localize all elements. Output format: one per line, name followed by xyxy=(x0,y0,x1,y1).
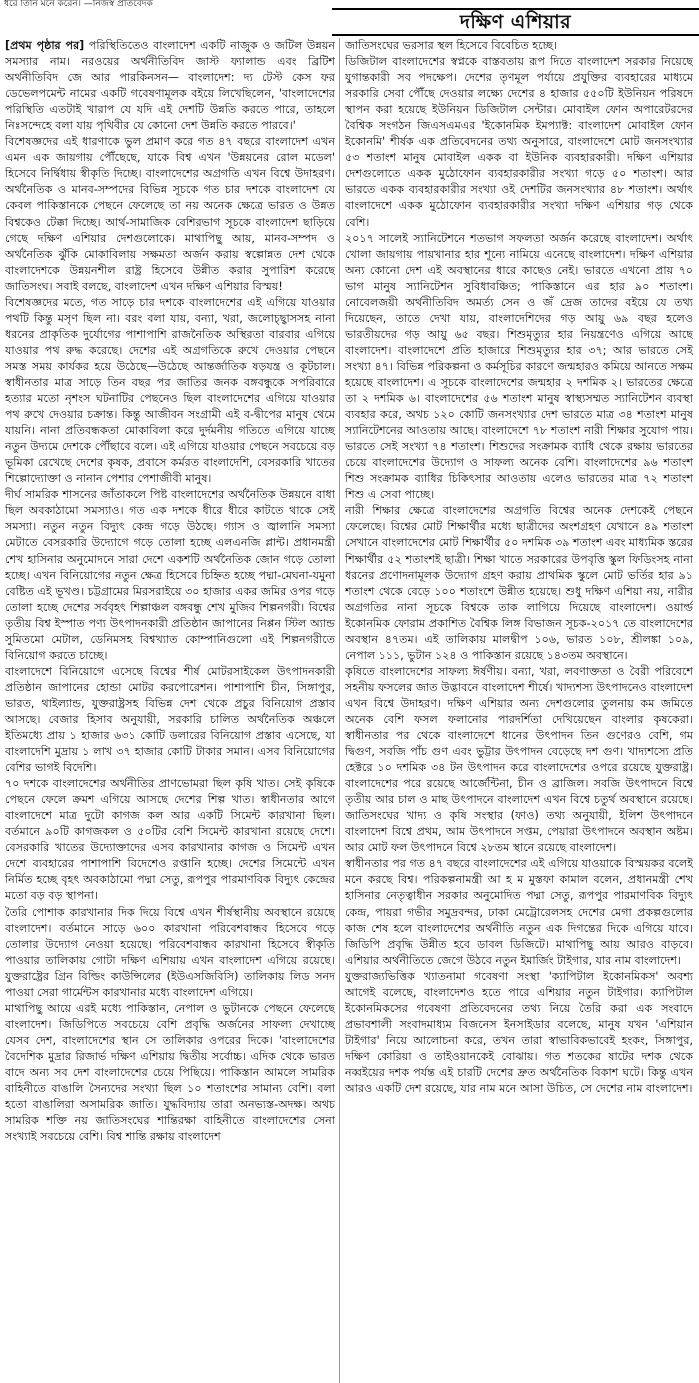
article-paragraph xyxy=(5,38,335,134)
article-paragraph: কৃষিতে বাংলাদেশের সাফল্য ঈর্ষণীয়। বন্যা, খরা, লবণাক্ততা ও বৈরী পরিবেশে সহনীয় ফসলের জাত উদ্ভাবনে বাংলাদেশ শীর্ষে। খাদ্যশস্য উৎপাদনেও বাংলাদেশ এখন বিশ্বে উদাহরণ। দক্ষিণ এশিয়ার অন্য দেশগুলোর তুলনায় কম জমিতে অনেক বেশি ফসল ফলানোর পারদর্শিতা দেখিয়েছেন বাংলার কৃষকেরা। স্বাধীনতার পর থেকে বাংলাদেশে ধানের উৎপাদন তিন গুণেরও বেশি, গম দ্বিগুণ, সবজি পাঁচ গুণ এবং ভুট্টার উৎপাদন বেড়েছে দশ গুণ। খাদ্যশস্যে প্রতি হেক্টরে ১০ দশমিক ৩৪ টন উৎপাদন করে বাংলাদেশের ওপরে রয়েছে যুক্তরাষ্ট্র। বাংলাদেশের পরে রয়েছে আর্জেন্টিনা, চীন ও ব্রাজিল। সবজি উৎপাদনে বিশ্বে তৃতীয় আর চাল ও মাছ উৎপাদনে বাংলাদেশ এখন বিশ্বে চতুর্থ অবস্থানে রয়েছে। জাতিসংঘের খাদ্য ও কৃষি সংস্থার (ফাও) তথ্য অনুযায়ী, ইলিশ উৎপাদনে বাংলাদেশ বিশ্বে প্রথম, আম উৎপাদনে সপ্তম, পেয়ারা উৎপাদনে অবস্থান অষ্টম। আর মোট ফল উৎপাদনে বিশ্বে ২৮তম স্থানে রয়েছে বাংলাদেশ। xyxy=(345,664,693,855)
section-header xyxy=(332,8,699,36)
article-paragraph: তৈরি পোশাক কারখানার দিক দিয়ে বিশ্বে এখন শীর্ষস্থানীয় অবস্থানে রয়েছে বাংলাদেশ। বর্তমানে সাড়ে ৬০০ কারখানা পরিবেশবান্ধব হিসেবে গড়ে তোলার উদ্যোগ নেওয়া হয়েছে। পরিবেশবান্ধব কারখানা হিসেবে স্বীকৃতি পাওয়ার তালিকায় গোটা দক্ষিণ এশিয়ায় এখন বাংলাদেশ এগিয়ে রয়েছে। যুক্তরাষ্ট্রের গ্রিন বিল্ডিং কাউন্সিলের (ইউএসজিবিসি) তালিকায় লিড সনদ পাওয়া সেরা গার্মেন্টস কারখানার মধ্যে বাংলাদেশ এগিয়ে। xyxy=(5,905,335,999)
previous-article-strip: ধরে তিনি মনে করেন। —নিজস্ব প্রতিবেদক xyxy=(4,0,153,9)
article-paragraph: দীর্ঘ সামরিক শাসনের জাঁতাকলে পিষ্ট বাংলাদেশের অর্থনৈতিক উন্নয়নে বাধা ছিল অবকাঠামো সমস্যাও। গত এক দশকে ধীরে ধীরে কাটতে থাকে সেই সমস্যা। নতুন নতুন বিদ্যুৎ কেন্দ্র গড়ে উঠছে। গ্যাস ও জ্বালানি সমস্যা মেটাতে বেসরকারি উদ্যোগে গড়ে তোলা হচ্ছে এলএনজি প্লান্ট। প্রধানমন্ত্রী শেখ হাসিনার অনুমোদনে সারা দেশে একশটি অর্থনৈতিক জোন গড়ে তোলা হচ্ছে। এখন বিনিয়োগের নতুন ক্ষেত্র হিসেবে চিহ্নিত হচ্ছে পদ্মা-মেঘনা-যমুনা বেষ্টিত এই ভূখণ্ড। চট্টগ্রামের মিরসরাইয়ে ৩০ হাজার একর জমির ওপর গড়ে তোলা হচ্ছে দেশের সর্ববৃহৎ শিল্পাঞ্চল বঙ্গবন্ধু শেখ মুজিব শিল্পনগরী। বিশ্বের তৃতীয় বিশ্ব ইস্পাত পণ্য উৎপাদনকারী প্রতিষ্ঠান জাপানের নিপ্পন স্টিল অ্যান্ড সুমিতমো মেটাল, ডেনিমসহ বিশ্বখ্যাত কোম্পানিগুলো এই শিল্পনগরীতে বিনিয়োগ করতে চাচ্ছে। xyxy=(5,488,335,662)
article-column-right xyxy=(345,38,693,1383)
article-paragraph: স্বাধীনতার পর গত ৪৭ বছরে বাংলাদেশের এই এগিয়ে যাওয়াকে বিস্ময়কর বলেই মনে করছে বিশ্ব। পরিকল্পনামন্ত্রী আ হ ম মুস্তফা কামাল বলেন, প্রধানমন্ত্রী শেখ হাসিনার নেতৃত্বাধীন সরকার অনুমোদিত পদ্মা সেতু, রূপপুর পারমাণবিক বিদ্যুৎ কেন্দ্র, পায়রা গভীর সমুদ্রবন্দর, ঢাকা মেট্রোরেলসহ দেশের মেগা প্রকল্পগুলোর কাজ শেষ হলে বাংলাদেশের অর্থনীতি নতুন এক দিগন্তের দিকে এগিয়ে যাবে। জিডিপি প্রবৃদ্ধি উন্নীত হবে ডাবল ডিজিটে। মাথাপিছু আয় আরও বাড়বে। এশিয়ার অর্থনীতিতে জেগে উঠবে নতুন ইমার্জিং টাইগার, যার নাম বাংলাদেশ। xyxy=(345,857,693,967)
section-title: দক্ষিণ এশিয়ার xyxy=(459,11,572,33)
article-paragraph: ডিজিটাল বাংলাদেশের স্বপ্নকে বাস্তবতায় রূপ দিতে বাংলাদেশ সরকার নিয়েছে যুগান্তকারী সব পদক্ষেপ। দেশের তৃণমূল পর্যায়ে প্রযুক্তির ব্যবহারের মাধ্যমে সরকারি সেবা পৌঁছে দেওয়ার লক্ষ্যে দেশের ৪ হাজার ৫৫০টি ইউনিয়ন পরিষদে স্থাপন করা হয়েছে ইউনিয়ন ডিজিটাল সেন্টার। মোবাইল ফোন অপারেটরদের বৈশ্বিক সংগঠন জিএসএমএর 'ইকোনমিক ইমপ্যাক্ট: বাংলাদেশ মোবাইল ফোন ইকোনমি' শীর্ষক এক প্রতিবেদনের তথ্য অনুসারে, বাংলাদেশে মোট জনসংখ্যার ৫৩ শতাংশ মানুষ মোবাইল একক বা ইউনিক ব্যবহারকারী। দক্ষিণ এশিয়ার দেশগুলোতে একক মুঠোফোন ব্যবহারকারীর সংখ্যা গড়ে ৫০ শতাংশ। আর ভারতে একক ব্যবহারকারীর সংখ্যা ওই দেশটির জনসংখ্যার ৪৮ শতাংশ। অর্থাৎ বাংলাদেশে একক মুঠোফোন ব্যবহারকারীর সংখ্যা দক্ষিণ এশিয়ার গড় থেকে বেশি। xyxy=(345,55,693,229)
article-paragraph: জাতিসংঘের ভরসার স্থল হিসেবে বিবেচিত হচ্ছে। xyxy=(345,39,558,52)
paragraph-text: পরিস্থিতিতেও বাংলাদেশ একটি নাজুক ও জটিল উন্নয়ন সমস্যার নাম। নরওয়ের অর্থনীতিবিদ জাস্ট ফ্যালান্ড এবং ব্রিটিশ অর্থনীতিবিদ জে আর পারকিনসন— বাংলাদেশ: দ্য টেস্ট কেস ফর ডেভেলপমেন্ট নামের একটি গবেষণামূলক বইয়ে লিখেছিলেন, 'বাংলাদেশের পরিস্থিতি এতটাই খারাপ যে যদি এই দেশটি উন্নতি করতে পারে, তাহলে নিঃসন্দেহে বলা যায় পৃথিবীর যে কোনো দেশ উন্নতি করতে পারবে।' xyxy=(5,39,335,133)
article-column-left xyxy=(5,38,335,1383)
article-paragraph: ৭০ দশকে বাংলাদেশের অর্থনীতির প্রাণভোমরা ছিল কৃষি খাত। সেই কৃষিকে পেছনে ফেলে ক্রমশ এগিয়ে আসছে দেশের শিল্প খাত। স্বাধীনতার আগে বাংলাদেশে মাত্র দুটো কাগজ কল আর একটি সিমেন্ট কারখানা ছিল। বর্তমানে ৯০টি কাগজকল ও ৫০টির বেশি সিমেন্ট কারখানা রয়েছে দেশে। বেসরকারি খাতের উদ্যোক্তাদের এসব কারখানার কাগজ ও সিমেন্ট এখন দেশে ব্যবহারের পাশাপাশি বিদেশেও রপ্তানি হচ্ছে। দেশের সিমেন্টে এখন নির্মিত হচ্ছে বৃহৎ অবকাঠামো পদ্মা সেতু, রূপপুর পারমাণবিক বিদ্যুৎ কেন্দ্রের মতো বড় বড় স্থাপনা। xyxy=(5,777,335,903)
continuation-tag: [প্রথম পৃষ্ঠার পর] xyxy=(5,39,85,52)
article-paragraph: বিশেষজ্ঞদের মতে, গত সাড়ে চার দশকে বাংলাদেশের এই এগিয়ে যাওয়ার পথটি কিন্তু মসৃণ ছিল না। বরং বলা যায়, বন্যা, খরা, জলোচ্ছ্বাসসহ নানা ধরনের প্রাকৃতিক দুর্যোগের পাশাপাশি রাজনৈতিক অস্থিরতা বারবার এগিয়ে যাওয়ার পথ রুদ্ধ করেছে। দেশের এই অগ্রগতিকে রুখে দেওয়ার পেছনে সমস্ত সময় কার্যকর হয়ে উঠেছে—উঠেছে আন্তর্জাতিক ষড়যন্ত্র ও কূটচাল। স্বাধীনতার মাত্র সাড়ে তিন বছর পর জাতির জনক বঙ্গবন্ধুকে সপরিবারে হত্যার মতো নৃশংস ঘটনাটির পেছনেও ছিল বাংলাদেশের এগিয়ে যাওয়ার পথ রুখে দেওয়ার চক্রান্ত। কিন্তু আজীবন সংগ্রামী এই ব-দ্বীপের মানুষ থেমে যায়নি। নানা প্রতিবন্ধকতা মোকাবিলা করে দুর্দমনীয় গতিতে এগিয়ে যাচ্ছে নতুন উদ্যমে দেশকে পৌঁছাবে বলে। এই এগিয়ে যাওয়ার পেছনে সবচেয়ে বড় ভূমিকা রেখেছে দেশের কৃষক, প্রবাসে কর্মরত বাংলাদেশি, বেসরকারি খাতের শিল্পোদ্যোক্তা ও নানান পেশার পেশাজীবী মানুষ। xyxy=(5,295,335,486)
article-paragraph: বিশেষজ্ঞদের এই ধারণাকে ভুল প্রমাণ করে গত ৪৭ বছরে বাংলাদেশ এখন এমন এক জায়গায় পৌঁছেছে, যাকে বিশ্ব এখন 'উন্নয়নের রোল মডেল' হিসেবে নির্দ্বিধায় স্বীকৃতি দিচ্ছে। বাংলাদেশের অগ্রগতি এখন বিশ্বে উদাহরণ। অর্থনৈতিক ও মানব-সম্পদের বিভিন্ন সূচকে গত চার দশকে বাংলাদেশ যে কেবল পাকিস্তানকে পেছনে ফেলেছে তা নয় অনেক ক্ষেত্রে ভারত ও উন্নত বিশ্বকেও টেক্কা দিচ্ছে। আর্থ-সামাজিক বেশিরভাগ সূচকে বাংলাদেশ ছাড়িয়ে গেছে দক্ষিণ এশিয়ার দেশগুলোকে। মাথাপিছু আয়, মানব-সম্পদ ও অর্থনৈতিক ঝুঁকি মোকাবিলায় সক্ষমতা অর্জন করায় স্বল্পোন্নত দেশ থেকে বাংলাদেশকে উন্নয়নশীল রাষ্ট্র হিসেবে উন্নীত করার সুপারিশ করেছে জাতিসংঘ। সবাই বলছে, বাংলাদেশ এখন দক্ষিণ এশিয়ার বিস্ময়! xyxy=(5,135,335,293)
article-paragraph: নারী শিক্ষার ক্ষেত্রে বাংলাদেশের অগ্রগতি বিশ্বের অনেক দেশকেই পেছনে ফেলেছে। বিশ্বের মোট শিক্ষার্থীর মধ্যে ছাত্রীদের অংশগ্রহণ যেখানে ৪৯ শতাংশ সেখানে বাংলাদেশের মোট শিক্ষার্থীর ৫০ দশমিক ৩৯ শতাংশ এবং মাধ্যমিক স্তরের শিক্ষার্থীর ৫২ শতাংশই ছাত্রী। শিক্ষা খাতে সরকারের উপবৃত্তি স্কুল ফিডিংসহ নানা ধরনের প্রণোদনামূলক উদ্যোগ গ্রহণ করায় প্রাথমিক স্কুলে মোট ভর্তির হার ৯১ শতাংশ থেকে বেড়ে ১০০ শতাংশে উন্নীত হয়েছে। শুধু দক্ষিণ এশিয়া নয়, নারীর অগ্রগতির নানা সূচকে বিশ্বকে তাক লাগিয়ে দিয়েছে বাংলাদেশ। ওয়ার্ল্ড ইকোনমিক ফোরাম প্রকাশিত বৈশ্বিক লিঙ্গ বিভাজন সূচক-২০১৭ তে বাংলাদেশের অবস্থান ৪৭তম। এই তালিকায় মালদ্বীপ ১০৬, ভারত ১০৮, শ্রীলঙ্কা ১০৯, নেপাল ১১১, ভুটান ১২৪ ও পাকিস্তান রয়েছে ১৪৩তম অবস্থানে। xyxy=(345,504,693,662)
article-paragraph: ২০১৭ সালেই স্যানিটেশনে শতভাগ সফলতা অর্জন করেছে বাংলাদেশ। অর্থাৎ খোলা জায়গায় পায়খানার হার শূন্যে নামিয়ে এনেছে বাংলাদেশ। দক্ষিণ এশিয়ার অন্য কোনো দেশ এই অবস্থানের ধারে কাছেও নেই। ভারতে এখনো প্রায় ৭০ ভাগ মানুষ স্যানিটেশন সুবিধাবঞ্চিত; পাকিস্তানে এর হার ৯০ শতাংশ। নোবেলজয়ী অর্থনীতিবিদ অমর্ত্য সেন ও জঁ দ্রেজ তাদের বইয়ে যে তথ্য দিয়েছেন, তাতে দেখা যায়, বাংলাদেশিদের গড় আয়ু ৬৯ বছর হলেও ভারতীয়দের গড় আয়ু ৬৫ বছর। শিশুমৃত্যুর হার নিয়ন্ত্রণেও এগিয়ে আছে বাংলাদেশ। বাংলাদেশে প্রতি হাজারে শিশুমৃত্যুর হার ৩৭; আর ভারতে সেই সংখ্যা ৪৭। বিভিন্ন পরিকল্পনা ও কর্মসূচির কারণে জন্মহারও কমিয়ে আনতে সক্ষম হয়েছে বাংলাদেশ। এ সূচকে বাংলাদেশের জন্মহার ২ দশমিক ২। ভারতের ক্ষেত্রে তা ২ দশমিক ৬। বাংলাদেশের ৫৬ শতাংশ মানুষ স্বাস্থ্যসম্মত স্যানিটেশন ব্যবস্থা ব্যবহার করে, অথচ ১২০ কোটি জনসংখ্যার দেশ ভারতে মাত্র ৩৪ শতাংশ মানুষ স্যানিটেশনের আওতায় আছে। বাংলাদেশে ৭৮ শতাংশ নারী শিক্ষার সুযোগ পায়। ভারতে সেই সংখ্যা ৭৪ শতাংশ। শিশুদের সংক্রামক ব্যাধি থেকে রক্ষায় ভারতের চেয়ে বাংলাদেশের উদ্যোগ ও সাফল্য অনেক বেশি। বাংলাদেশের ৯৬ শতাংশ শিশু সংক্রামক ব্যাধির চিকিৎসার আওতায় এলেও ভারতের মাত্র ৭২ শতাংশ শিশু এ সেবা পাচ্ছে। xyxy=(345,231,693,502)
column-divider xyxy=(339,38,340,1383)
article-paragraph: বাংলাদেশে বিনিয়োগে এসেছে বিশ্বের শীর্ষ মোটরসাইকেল উৎপাদনকারী প্রতিষ্ঠান জাপানের হোন্ডা মোটর করপোরেশন। পাশাপাশি চীন, সিঙ্গাপুর, ভারত, থাইল্যান্ড, যুক্তরাষ্ট্রসহ বিভিন্ন দেশ থেকে প্রচুর বিনিয়োগ প্রস্তাব আসছে। বেজার হিসাব অনুযায়ী, সরকারি চালিত অর্থনৈতিক অঞ্চলে ইতিমধ্যে প্রায় ১ হাজার ৬৩১ কোটি ডলারের বিনিয়োগ প্রস্তাব এসেছে, যা বাংলাদেশি মুদ্রায় ১ লাখ ৩৭ হাজার কোটি টাকার সমান। এসব বিনিয়োগের বেশির ভাগই বিদেশি। xyxy=(5,664,335,775)
article-paragraph: যুক্তরাজ্যভিত্তিক খ্যাতনামা গবেষণা সংস্থা 'ক্যাপিটাল ইকোনমিকস' অবশ্য আগেই বলেছে, বাংলাদেশও হতে পারে এশিয়ার নতুন টাইগার। ক্যাপিটাল ইকোনমিকসের গবেষণা প্রতিবেদনের তথ্য নিয়ে তৈরি করা এক সংবাদে প্রভাবশালী সংবাদমাধ্যম বিজনেস ইনসাইডার বলেছে, মানুষ যখন 'এশিয়ান টাইগার' নিয়ে আলোচনা করে, তখন তারা স্বাভাবিকভাবেই হংকং, সিঙ্গাপুর, দক্ষিণ কোরিয়া ও তাইওয়ানকেই বোঝায়। গত শতকের ষাটের দশক থেকে নব্বইয়ের দশক পর্যন্ত এই চারটি দেশের দ্রুত অর্থনৈতিক বিকাশ ঘটে। কিন্তু এখন আরও একটি দেশ রয়েছে, যার নাম মনে আসা উচিত, সে দেশের নাম বাংলাদেশ। xyxy=(345,969,693,1096)
article-paragraph: মাথাপিছু আয়ে এরই মধ্যে পাকিস্তান, নেপাল ও ভুটানকে পেছনে ফেলেছে বাংলাদেশ। জিডিপিতে সবচেয়ে বেশি প্রবৃদ্ধি অর্জনের সাফল্য দেখাচ্ছে যেসব দেশ, বাংলাদেশের স্থান সে তালিকার ওপরের দিকে। 'বাংলাদেশের বৈদেশিক মুদ্রার রিজার্ভ দক্ষিণ এশিয়ায় দ্বিতীয় সর্বোচ্চ। এদিক থেকে ভারত বাদে অন্য সব দেশ বাংলাদেশের চেয়ে পিছিয়ে। পাকিস্তান আমলে সামরিক বাহিনীতে বাঙালি সৈন্যদের সংখ্যা ছিল ১০ শতাংশের সামান্য বেশি। বলা হতো বাঙালিরা অসামরিক জাতি। যুদ্ধবিদ্যায় তারা অনভ্যস্ত-অদক্ষ। অথচ সামরিক শক্তি নয় জাতিসংঘের শান্তিরক্ষা বাহিনীতে বাংলাদেশের সেনা সংখ্যাই সবচেয়ে বেশি। বিশ্ব শান্তি রক্ষায় বাংলাদেশ xyxy=(5,1001,335,1144)
